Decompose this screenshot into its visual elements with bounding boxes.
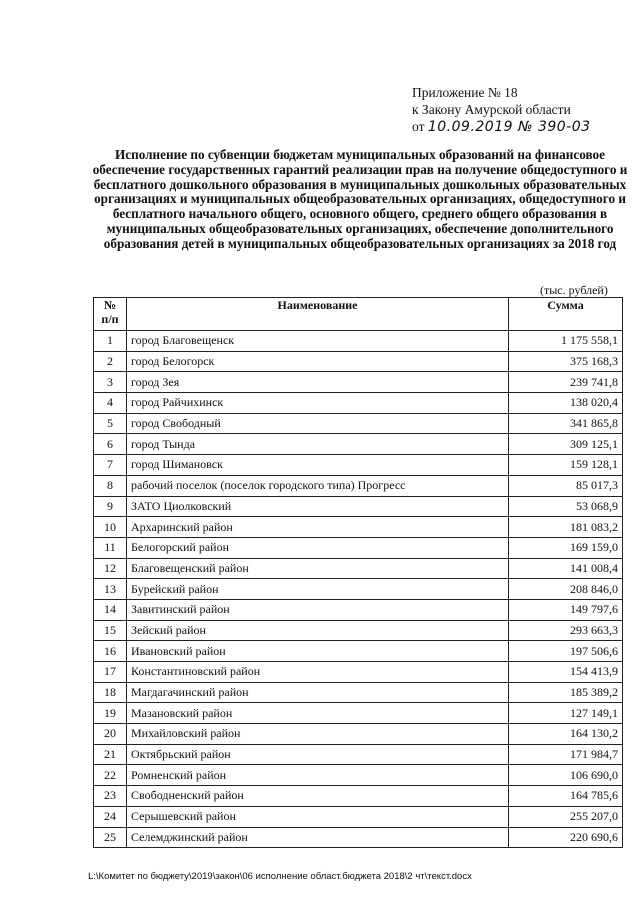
row-sum: 255 207,0 [509,806,623,827]
row-number: 11 [94,537,127,558]
row-sum: 141 008,4 [509,558,623,579]
row-name: ЗАТО Циолковский [127,496,509,517]
row-sum: 341 865,8 [509,413,623,434]
row-sum: 239 741,8 [509,372,623,393]
header-num: № п/п [94,298,127,331]
row-number: 25 [94,827,127,848]
row-number: 21 [94,744,127,765]
row-sum: 85 017,3 [509,475,623,496]
row-name: Ивановский район [127,641,509,662]
row-sum: 197 506,6 [509,641,623,662]
row-sum: 138 020,4 [509,393,623,414]
row-name: Мазановский район [127,703,509,724]
row-name: Свободненский район [127,786,509,807]
row-sum: 375 168,3 [509,351,623,372]
file-path-footer: L:\Комитет по бюджету\2019\закон\06 исполнение област.бюджета 2018\2 чт\текст.docx [88,871,472,882]
row-sum: 159 128,1 [509,455,623,476]
row-number: 2 [94,351,127,372]
row-number: 23 [94,786,127,807]
row-sum: 185 389,2 [509,682,623,703]
table-row [94,703,623,724]
row-name: Михайловский район [127,724,509,745]
row-name: город Шимановск [127,455,509,476]
row-sum: 164 785,6 [509,786,623,807]
handwritten-date-number: 10.09.2019 № 390-03 [427,119,591,135]
table-row [94,682,623,703]
row-number: 17 [94,662,127,683]
row-number: 10 [94,517,127,538]
row-number: 19 [94,703,127,724]
row-sum: 309 125,1 [509,434,623,455]
table-row [94,455,623,476]
table-row [94,641,623,662]
appendix-date-line [412,118,591,136]
table-row [94,827,623,848]
row-number: 3 [94,372,127,393]
row-number: 22 [94,765,127,786]
row-name: Константиновский район [127,662,509,683]
table-row [94,393,623,414]
table-row [94,765,623,786]
row-name: город Тында [127,434,509,455]
row-sum: 181 083,2 [509,517,623,538]
table-row [94,599,623,620]
table-row [94,372,623,393]
row-name: Завитинский район [127,599,509,620]
table-row [94,331,623,352]
header-name: Наименование [127,298,509,331]
row-number: 1 [94,331,127,352]
table-row [94,496,623,517]
table-row [94,579,623,600]
row-name: Селемджинский район [127,827,509,848]
table-row [94,744,623,765]
row-number: 5 [94,413,127,434]
row-number: 18 [94,682,127,703]
table-header-row [94,298,623,331]
row-sum: 1 175 558,1 [509,331,623,352]
row-number: 7 [94,455,127,476]
table-row [94,806,623,827]
row-number: 20 [94,724,127,745]
document-title: Исполнение по субвенции бюджетам муниципальных образований на финансовое обеспечение государственных гарантий реализации прав на получение общедоступного и бесплатного дошкольного образования в муниципальных дошкольных образовательных организациях и муниципальных общеобразовательных организациях, общедоступного и бесплатного начального общего, основного общего, среднего общего образования в муниципальных общеобразовательных организациях, обеспечение дополнительного образования детей в муниципальных общеобразовательных организациях за 2018 год [92,147,628,251]
table-row [94,517,623,538]
row-number: 12 [94,558,127,579]
header-sum: Сумма [509,298,623,331]
appendix-block [412,84,591,136]
table-row [94,662,623,683]
row-sum: 149 797,6 [509,599,623,620]
row-sum: 53 068,9 [509,496,623,517]
table-row [94,724,623,745]
table-row [94,620,623,641]
units-label: (тыс. рублей) [540,283,608,297]
row-name: рабочий поселок (поселок городского типа) Прогресс [127,475,509,496]
row-name: Зейский район [127,620,509,641]
row-name: Белогорский район [127,537,509,558]
appendix-number: Приложение № 18 [412,85,518,100]
row-sum: 106 690,0 [509,765,623,786]
row-name: город Свободный [127,413,509,434]
row-sum: 293 663,3 [509,620,623,641]
row-number: 15 [94,620,127,641]
row-name: город Белогорск [127,351,509,372]
row-sum: 220 690,6 [509,827,623,848]
row-name: город Благовещенск [127,331,509,352]
row-sum: 169 159,0 [509,537,623,558]
table-row [94,558,623,579]
table-row [94,537,623,558]
row-name: город Райчихинск [127,393,509,414]
table-row [94,475,623,496]
row-name: город Зея [127,372,509,393]
table-row [94,786,623,807]
row-number: 24 [94,806,127,827]
subvention-table [93,297,623,848]
row-number: 13 [94,579,127,600]
row-number: 9 [94,496,127,517]
row-name: Октябрьский район [127,744,509,765]
row-name: Благовещенский район [127,558,509,579]
row-sum: 171 984,7 [509,744,623,765]
table-row [94,434,623,455]
row-number: 8 [94,475,127,496]
row-name: Бурейский район [127,579,509,600]
row-sum: 154 413,9 [509,662,623,683]
row-number: 6 [94,434,127,455]
row-sum: 127 149,1 [509,703,623,724]
table-body [94,331,623,848]
row-sum: 164 130,2 [509,724,623,745]
table-row [94,413,623,434]
appendix-law: к Закону Амурской области [412,102,571,117]
table-row [94,351,623,372]
appendix-date-prefix: от [412,119,425,134]
row-name: Серышевский район [127,806,509,827]
row-name: Магдагачинский район [127,682,509,703]
row-number: 14 [94,599,127,620]
row-name: Архаринский район [127,517,509,538]
row-number: 4 [94,393,127,414]
row-name: Ромненский район [127,765,509,786]
row-sum: 208 846,0 [509,579,623,600]
row-number: 16 [94,641,127,662]
